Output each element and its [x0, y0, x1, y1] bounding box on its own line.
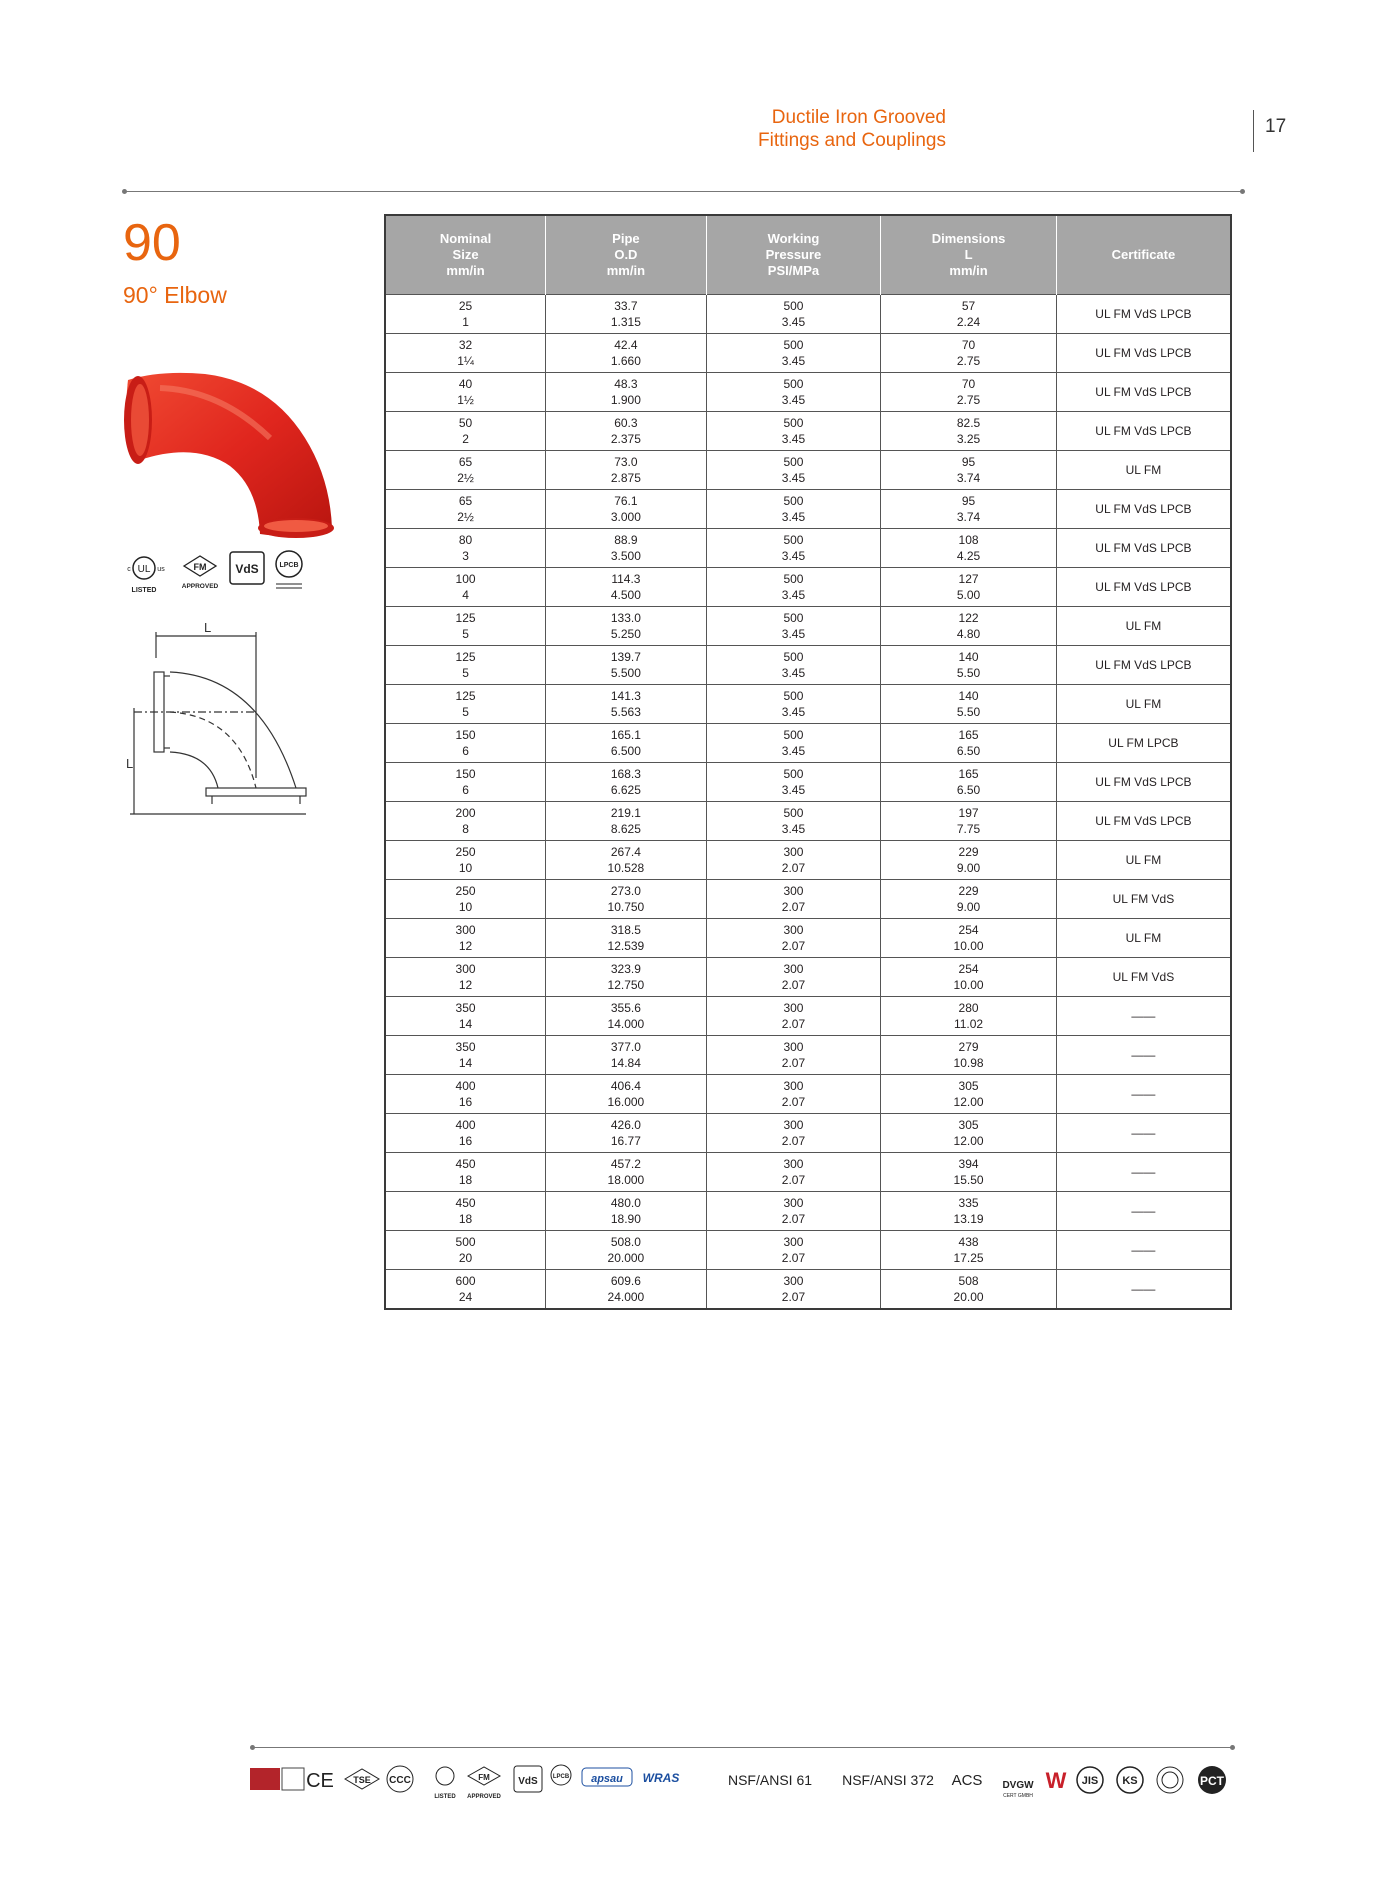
- nominal-size-cell: 250 10: [385, 841, 546, 880]
- certificate-cell: UL FM VdS LPCB: [1056, 802, 1231, 841]
- svg-text:JIS: JIS: [1081, 1775, 1099, 1787]
- nominal-size-cell: 400 16: [385, 1075, 546, 1114]
- table-row: [385, 451, 1231, 490]
- table-row: [385, 1036, 1231, 1075]
- pipe-od-cell: 426.0 16.77: [546, 1114, 707, 1153]
- pipe-od-cell: 48.3 1.900: [546, 373, 707, 412]
- pipe-od-cell: 267.4 10.528: [546, 841, 707, 880]
- pipe-od-cell: 273.0 10.750: [546, 880, 707, 919]
- dimension-label-top: L: [204, 620, 212, 635]
- working-pressure-cell: 500 3.45: [706, 607, 881, 646]
- working-pressure-cell: 300 2.07: [706, 1075, 881, 1114]
- dimension-l-cell: 95 3.74: [881, 490, 1057, 529]
- pipe-od-cell: 60.3 2.375: [546, 412, 707, 451]
- pipe-od-cell: 318.5 12.539: [546, 919, 707, 958]
- nominal-size-cell: 600 24: [385, 1270, 546, 1310]
- certificate-cell: ——: [1056, 1231, 1231, 1270]
- nominal-size-cell: 25 1: [385, 295, 546, 334]
- table-row: [385, 607, 1231, 646]
- pipe-od-cell: 219.1 8.625: [546, 802, 707, 841]
- col-header-working-pressure: Working Pressure PSI/MPa: [706, 215, 881, 295]
- nominal-size-cell: 125 5: [385, 607, 546, 646]
- dimension-l-cell: 140 5.50: [881, 646, 1057, 685]
- working-pressure-cell: 300 2.07: [706, 1114, 881, 1153]
- dimension-l-cell: 508 20.00: [881, 1270, 1057, 1310]
- col-header-certificate: Certificate: [1056, 215, 1231, 295]
- elbow-dimension-drawing: [120, 620, 310, 828]
- svg-text:APPROVED: APPROVED: [467, 1794, 501, 1800]
- nominal-size-cell: 200 8: [385, 802, 546, 841]
- certificate-cell: ——: [1056, 1153, 1231, 1192]
- pipe-od-cell: 139.7 5.500: [546, 646, 707, 685]
- dvgw-logo: DVGW: [1002, 1780, 1034, 1791]
- working-pressure-cell: 300 2.07: [706, 958, 881, 997]
- footer-dot-right: [1230, 1745, 1235, 1750]
- dimension-l-cell: 57 2.24: [881, 295, 1057, 334]
- dimension-l-cell: 165 6.50: [881, 763, 1057, 802]
- table-row: [385, 646, 1231, 685]
- working-pressure-cell: 300 2.07: [706, 1231, 881, 1270]
- certificate-cell: UL FM: [1056, 451, 1231, 490]
- ul-logo: [436, 1767, 454, 1785]
- working-pressure-cell: 500 3.45: [706, 295, 881, 334]
- working-pressure-cell: 500 3.45: [706, 373, 881, 412]
- certificate-cell: ——: [1056, 1270, 1231, 1310]
- svg-text:FM: FM: [193, 562, 207, 572]
- dimension-l-cell: 280 11.02: [881, 997, 1057, 1036]
- table-row: [385, 958, 1231, 997]
- table-row: [385, 1075, 1231, 1114]
- working-pressure-cell: 500 3.45: [706, 802, 881, 841]
- dimension-l-cell: 82.5 3.25: [881, 412, 1057, 451]
- pipe-od-cell: 168.3 6.625: [546, 763, 707, 802]
- certificate-cell: ——: [1056, 997, 1231, 1036]
- ul-listed-logo: [127, 557, 165, 594]
- vds-logo: [230, 552, 264, 584]
- dimension-l-cell: 335 13.19: [881, 1192, 1057, 1231]
- certificate-cell: UL FM: [1056, 607, 1231, 646]
- working-pressure-cell: 500 3.45: [706, 763, 881, 802]
- specification-table: [384, 214, 1232, 1310]
- section-title-line2: Fittings and Couplings: [758, 130, 946, 151]
- dimension-label-side: L: [126, 756, 134, 771]
- table-row: [385, 763, 1231, 802]
- nominal-size-cell: 32 1¼: [385, 334, 546, 373]
- table-row: [385, 997, 1231, 1036]
- certificate-cell: UL FM VdS: [1056, 958, 1231, 997]
- nsf-372-label: NSF/ANSI 372: [842, 1772, 934, 1788]
- working-pressure-cell: 500 3.45: [706, 568, 881, 607]
- divider-dot-right: [1240, 189, 1245, 194]
- section-title: [626, 106, 946, 152]
- pipe-od-cell: 355.6 14.000: [546, 997, 707, 1036]
- certificate-cell: UL FM VdS LPCB: [1056, 763, 1231, 802]
- working-pressure-cell: 300 2.07: [706, 1270, 881, 1310]
- svg-text:KS: KS: [1122, 1775, 1138, 1787]
- working-pressure-cell: 500 3.45: [706, 490, 881, 529]
- working-pressure-cell: 300 2.07: [706, 880, 881, 919]
- watermark-w-logo: W: [1045, 1768, 1067, 1793]
- certificate-cell: ——: [1056, 1036, 1231, 1075]
- svg-text:LPCB: LPCB: [552, 1774, 570, 1780]
- nominal-size-cell: 500 20: [385, 1231, 546, 1270]
- svg-text:VdS: VdS: [235, 562, 259, 576]
- pipe-od-cell: 76.1 3.000: [546, 490, 707, 529]
- svg-text:apsau: apsau: [591, 1773, 623, 1785]
- nominal-size-cell: 65 2½: [385, 451, 546, 490]
- quality-logo-icon: [250, 1768, 280, 1790]
- pipe-od-cell: 114.3 4.500: [546, 568, 707, 607]
- certificate-cell: UL FM: [1056, 841, 1231, 880]
- certificate-cell: UL FM LPCB: [1056, 724, 1231, 763]
- nominal-size-cell: 400 16: [385, 1114, 546, 1153]
- certificate-cell: UL FM VdS LPCB: [1056, 568, 1231, 607]
- table-row: [385, 724, 1231, 763]
- working-pressure-cell: 300 2.07: [706, 841, 881, 880]
- nominal-size-cell: 80 3: [385, 529, 546, 568]
- table-row: [385, 1153, 1231, 1192]
- nominal-size-cell: 250 10: [385, 880, 546, 919]
- certificate-cell: UL FM VdS LPCB: [1056, 412, 1231, 451]
- pipe-od-cell: 323.9 12.750: [546, 958, 707, 997]
- svg-text:APPROVED: APPROVED: [181, 583, 219, 590]
- dimension-l-cell: 438 17.25: [881, 1231, 1057, 1270]
- pipe-od-cell: 88.9 3.500: [546, 529, 707, 568]
- svg-text:VdS: VdS: [518, 1776, 538, 1787]
- dimension-l-cell: 140 5.50: [881, 685, 1057, 724]
- working-pressure-cell: 500 3.45: [706, 451, 881, 490]
- pipe-od-cell: 457.2 18.000: [546, 1153, 707, 1192]
- pipe-od-cell: 508.0 20.000: [546, 1231, 707, 1270]
- certificate-cell: UL FM VdS LPCB: [1056, 334, 1231, 373]
- table-row: [385, 529, 1231, 568]
- section-title-line1: Ductile Iron Grooved: [771, 107, 946, 128]
- working-pressure-cell: 500 3.45: [706, 529, 881, 568]
- working-pressure-cell: 300 2.07: [706, 1192, 881, 1231]
- certificate-cell: UL FM VdS LPCB: [1056, 295, 1231, 334]
- wras-logo: WRAS: [642, 1771, 680, 1785]
- working-pressure-cell: 500 3.45: [706, 412, 881, 451]
- pipe-od-cell: 609.6 24.000: [546, 1270, 707, 1310]
- pipe-od-cell: 33.7 1.315: [546, 295, 707, 334]
- footer-dot-left: [250, 1745, 255, 1750]
- col-header-pipe-od: Pipe O.D mm/in: [546, 215, 707, 295]
- pipe-od-cell: 377.0 14.84: [546, 1036, 707, 1075]
- working-pressure-cell: 300 2.07: [706, 919, 881, 958]
- svg-text:LISTED: LISTED: [131, 587, 157, 594]
- dimension-l-cell: 70 2.75: [881, 334, 1057, 373]
- certificate-cell: ——: [1056, 1114, 1231, 1153]
- pipe-od-cell: 406.4 16.000: [546, 1075, 707, 1114]
- nominal-size-cell: 100 4: [385, 568, 546, 607]
- table-row: [385, 841, 1231, 880]
- svg-text:LPCB: LPCB: [279, 562, 299, 569]
- product-name: 90° Elbow: [123, 282, 227, 308]
- certificate-cell: UL FM: [1056, 685, 1231, 724]
- working-pressure-cell: 300 2.07: [706, 997, 881, 1036]
- certificate-cell: UL FM VdS LPCB: [1056, 529, 1231, 568]
- table-row: [385, 568, 1231, 607]
- acs-label: ACS: [951, 1772, 983, 1789]
- table-row: [385, 373, 1231, 412]
- certificate-cell: ——: [1056, 1192, 1231, 1231]
- pipe-od-cell: 42.4 1.660: [546, 334, 707, 373]
- table-row: [385, 1231, 1231, 1270]
- dimension-l-cell: 254 10.00: [881, 958, 1057, 997]
- working-pressure-cell: 500 3.45: [706, 646, 881, 685]
- table-row: [385, 412, 1231, 451]
- working-pressure-cell: 500 3.45: [706, 685, 881, 724]
- dimension-l-cell: 305 12.00: [881, 1114, 1057, 1153]
- nominal-size-cell: 125 5: [385, 685, 546, 724]
- nominal-size-cell: 350 14: [385, 1036, 546, 1075]
- dimension-l-cell: 394 15.50: [881, 1153, 1057, 1192]
- nominal-size-cell: 65 2½: [385, 490, 546, 529]
- table-row: [385, 880, 1231, 919]
- table-row: [385, 685, 1231, 724]
- working-pressure-cell: 500 3.45: [706, 724, 881, 763]
- certificate-cell: UL FM VdS LPCB: [1056, 373, 1231, 412]
- svg-text:CERT GMBH: CERT GMBH: [1003, 1793, 1033, 1799]
- table-row: [385, 490, 1231, 529]
- dimension-l-cell: 254 10.00: [881, 919, 1057, 958]
- certificate-cell: UL FM VdS LPCB: [1056, 490, 1231, 529]
- dimension-l-cell: 127 5.00: [881, 568, 1057, 607]
- table-row: [385, 919, 1231, 958]
- ce-mark: CE: [306, 1770, 334, 1792]
- footer-divider: [253, 1747, 1233, 1748]
- working-pressure-cell: 500 3.45: [706, 334, 881, 373]
- nominal-size-cell: 40 1½: [385, 373, 546, 412]
- col-header-dimensions: Dimensions L mm/in: [881, 215, 1057, 295]
- svg-text:UL: UL: [137, 564, 151, 575]
- table-row: [385, 334, 1231, 373]
- nominal-size-cell: 125 5: [385, 646, 546, 685]
- dimension-l-cell: 197 7.75: [881, 802, 1057, 841]
- product-code: 90: [123, 214, 181, 272]
- svg-text:PCT: PCT: [1200, 1774, 1224, 1788]
- dimension-l-cell: 95 3.74: [881, 451, 1057, 490]
- pipe-od-cell: 141.3 5.563: [546, 685, 707, 724]
- table-row: [385, 1114, 1231, 1153]
- dimension-l-cell: 279 10.98: [881, 1036, 1057, 1075]
- working-pressure-cell: 300 2.07: [706, 1036, 881, 1075]
- footer-cert-strip: [250, 1760, 1240, 1800]
- dimension-l-cell: 70 2.75: [881, 373, 1057, 412]
- elbow-photo: [120, 368, 345, 543]
- svg-text:c: c: [127, 566, 131, 573]
- svg-text:FM: FM: [478, 1773, 490, 1782]
- table-row: [385, 802, 1231, 841]
- nominal-size-cell: 150 6: [385, 724, 546, 763]
- nominal-size-cell: 300 12: [385, 958, 546, 997]
- top-divider: [125, 191, 1243, 192]
- table-header-row: [385, 215, 1231, 295]
- pipe-od-cell: 480.0 18.90: [546, 1192, 707, 1231]
- pipe-od-cell: 73.0 2.875: [546, 451, 707, 490]
- product-cert-logos: [120, 548, 335, 600]
- pipe-od-cell: 165.1 6.500: [546, 724, 707, 763]
- pipe-od-cell: 133.0 5.250: [546, 607, 707, 646]
- svg-text:TSE: TSE: [353, 1775, 371, 1785]
- page-number: 17: [1265, 116, 1287, 137]
- nsf-61-label: NSF/ANSI 61: [727, 1772, 813, 1788]
- col-header-nominal-size: Nominal Size mm/in: [385, 215, 546, 295]
- nominal-size-cell: 450 18: [385, 1192, 546, 1231]
- table-row: [385, 295, 1231, 334]
- dimension-l-cell: 165 6.50: [881, 724, 1057, 763]
- dimension-l-cell: 108 4.25: [881, 529, 1057, 568]
- table-body: [385, 295, 1231, 1310]
- table-row: [385, 1192, 1231, 1231]
- certificate-cell: UL FM: [1056, 919, 1231, 958]
- certificate-cell: UL FM VdS LPCB: [1056, 646, 1231, 685]
- certificate-cell: UL FM VdS: [1056, 880, 1231, 919]
- fm-approved-logo: [182, 556, 219, 590]
- header-separator: [1253, 110, 1254, 152]
- divider-dot-left: [122, 189, 127, 194]
- dimension-l-cell: 229 9.00: [881, 880, 1057, 919]
- svg-text:CCC: CCC: [389, 1775, 411, 1786]
- nominal-size-cell: 300 12: [385, 919, 546, 958]
- dimension-l-cell: 305 12.00: [881, 1075, 1057, 1114]
- lpcb-logo: [276, 551, 302, 588]
- dimension-l-cell: 229 9.00: [881, 841, 1057, 880]
- certificate-cell: ——: [1056, 1075, 1231, 1114]
- table-row: [385, 1270, 1231, 1310]
- svg-text:us: us: [157, 566, 165, 573]
- nominal-size-cell: 350 14: [385, 997, 546, 1036]
- dimension-l-cell: 122 4.80: [881, 607, 1057, 646]
- bureau-veritas-icon: [282, 1768, 304, 1790]
- nominal-size-cell: 450 18: [385, 1153, 546, 1192]
- nominal-size-cell: 50 2: [385, 412, 546, 451]
- nominal-size-cell: 150 6: [385, 763, 546, 802]
- svg-text:LISTED: LISTED: [434, 1794, 456, 1800]
- working-pressure-cell: 300 2.07: [706, 1153, 881, 1192]
- seal-icon: [1157, 1767, 1183, 1793]
